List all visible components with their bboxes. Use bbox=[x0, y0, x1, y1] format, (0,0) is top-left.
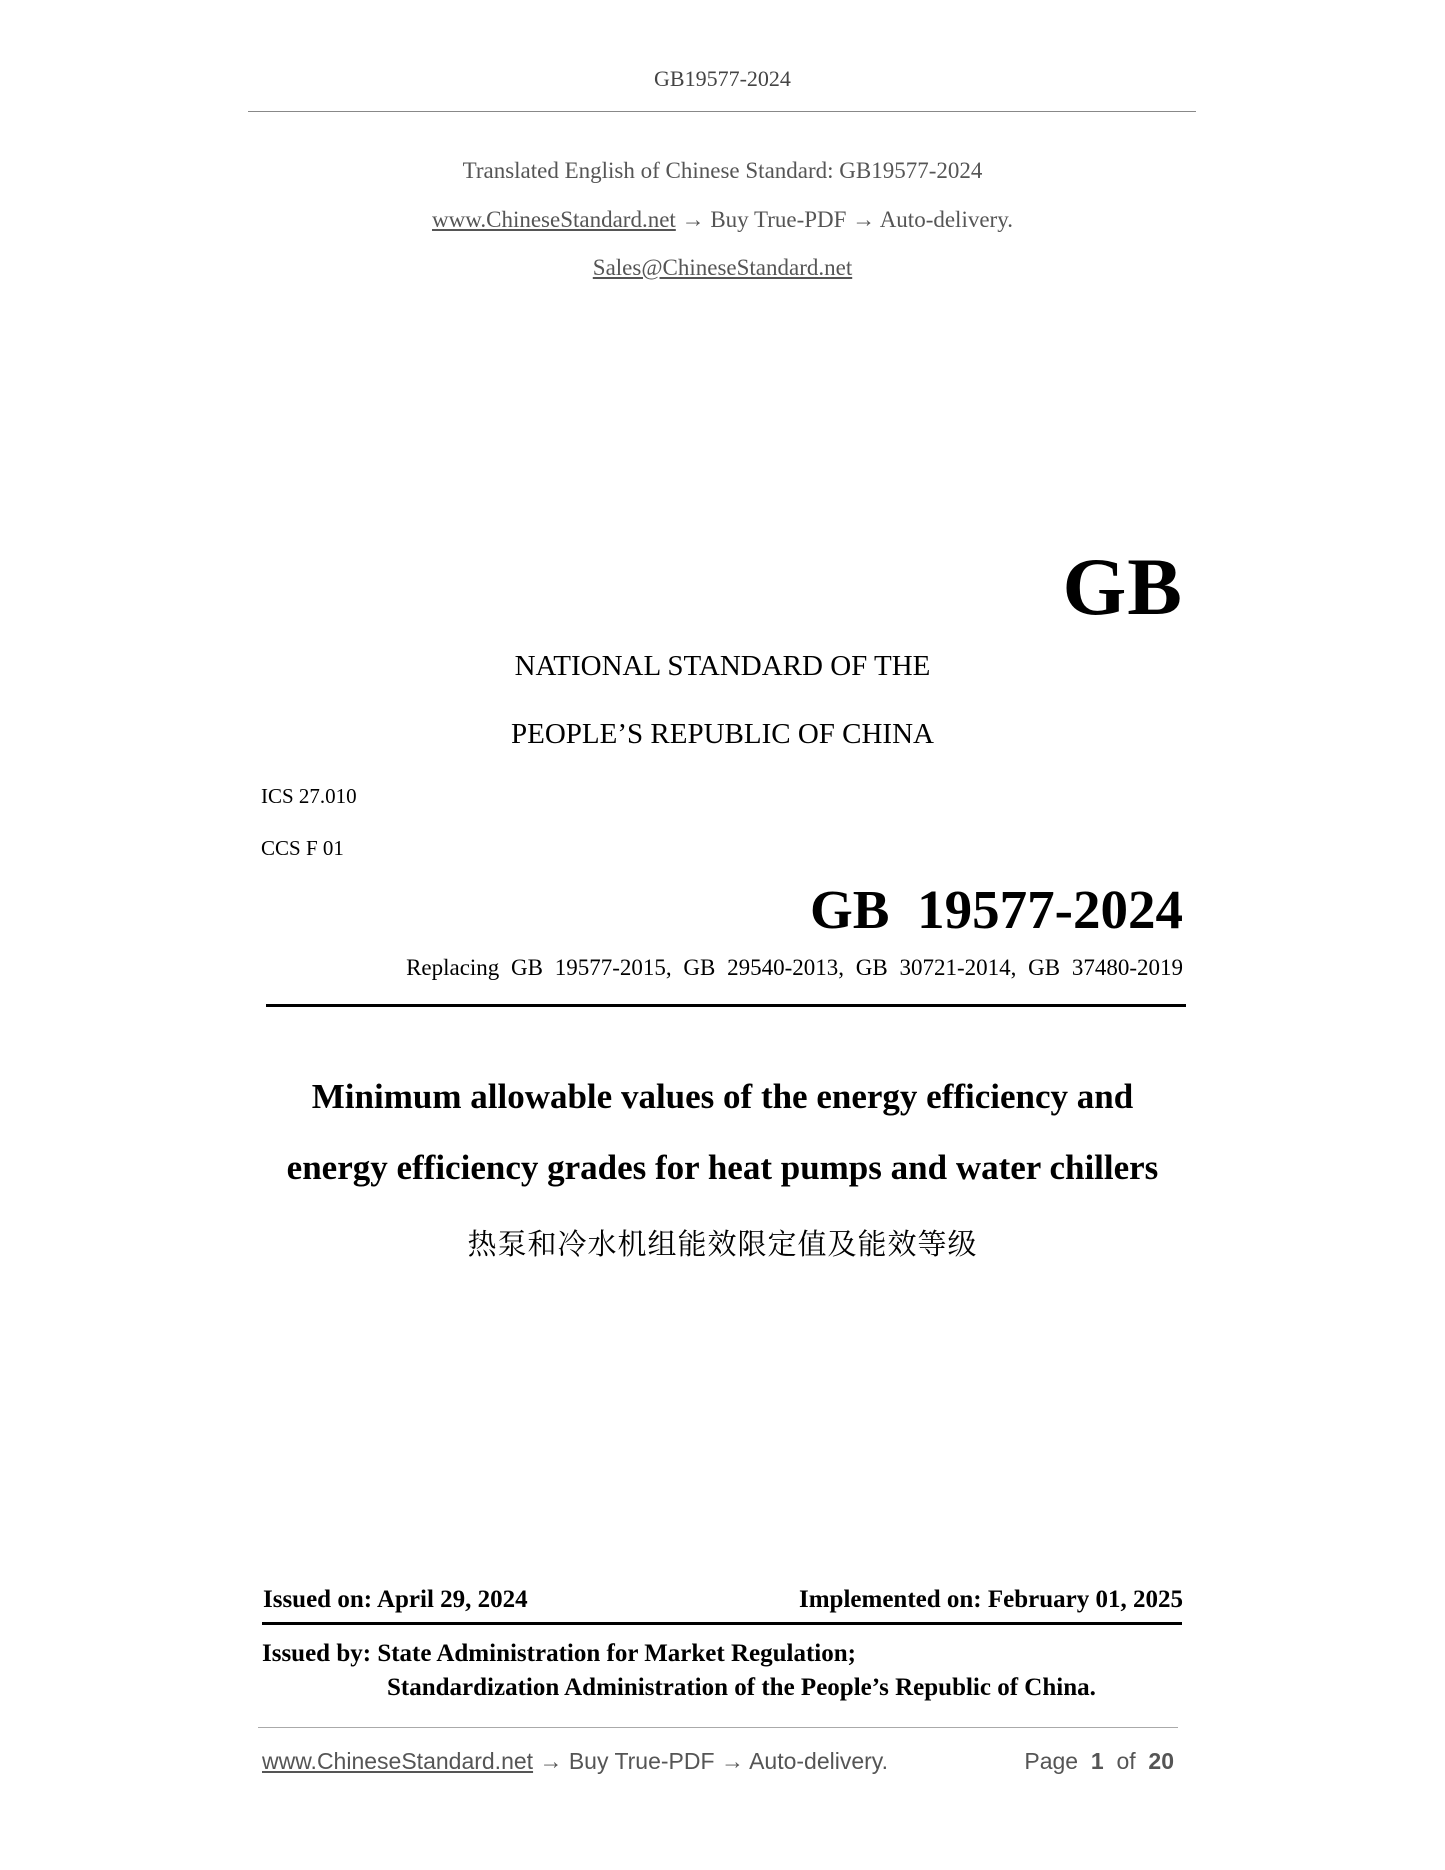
buy-text: Buy True-PDF bbox=[710, 207, 847, 232]
translated-notice: Translated English of Chinese Standard: GB19577-2024 bbox=[462, 158, 983, 183]
replacing-standards: Replacing GB 19577-2015, GB 29540-2013, GB 30721-2014, GB 37480-2019 bbox=[406, 955, 1183, 980]
national-standard-heading-2: PEOPLE’S REPUBLIC OF CHINA bbox=[511, 718, 934, 750]
issued-on-date: Issued on: April 29, 2024 bbox=[263, 1586, 528, 1613]
page-current: 1 bbox=[1090, 1748, 1104, 1774]
issued-by-line-1: Issued by: State Administration for Market Regulation; bbox=[262, 1640, 856, 1667]
site-link[interactable]: www.ChineseStandard.net bbox=[432, 207, 676, 232]
page-of: of bbox=[1116, 1748, 1136, 1774]
standard-number: GB 19577-2024 bbox=[809, 879, 1183, 940]
english-title-line-1: Minimum allowable values of the energy efficiency and bbox=[311, 1077, 1134, 1116]
arrow-icon: → bbox=[681, 207, 705, 232]
delivery-text: Auto-delivery. bbox=[879, 207, 1013, 232]
arrow-icon: → bbox=[720, 1748, 744, 1774]
dates-divider bbox=[262, 1622, 1182, 1625]
page-indicator bbox=[1024, 1748, 1174, 1775]
national-standard-heading: NATIONAL STANDARD OF THE bbox=[514, 650, 931, 682]
page-label: Page bbox=[1024, 1748, 1079, 1774]
page-total: 20 bbox=[1148, 1748, 1174, 1774]
promo-line bbox=[0, 207, 1445, 233]
footer-promo bbox=[262, 1748, 888, 1775]
footer-divider bbox=[258, 1727, 1178, 1728]
arrow-icon: → bbox=[852, 207, 876, 232]
footer-buy-text: Buy True-PDF bbox=[568, 1748, 715, 1774]
issued-by-line-2: Standardization Administration of the People’s Republic of China. bbox=[387, 1674, 1096, 1701]
gb-mark: GB bbox=[1062, 541, 1183, 632]
title-divider bbox=[266, 1004, 1186, 1007]
ccs-code: CCS F 01 bbox=[261, 836, 344, 860]
implemented-on-date: Implemented on: February 01, 2025 bbox=[799, 1586, 1183, 1613]
email-line bbox=[0, 255, 1445, 281]
ics-code: ICS 27.010 bbox=[261, 784, 357, 808]
running-header: GB19577-2024 bbox=[654, 66, 791, 91]
english-title-line-2: energy efficiency grades for heat pumps and water chillers bbox=[286, 1148, 1159, 1187]
header-divider bbox=[248, 111, 1196, 112]
chinese-title: 热泵和冷水机组能效限定值及能效等级 bbox=[467, 1227, 978, 1261]
email-link[interactable]: Sales@ChineseStandard.net bbox=[592, 255, 853, 280]
arrow-icon: → bbox=[539, 1748, 563, 1774]
footer-site-link[interactable]: www.ChineseStandard.net bbox=[262, 1748, 534, 1774]
footer-delivery-text: Auto-delivery. bbox=[749, 1748, 888, 1774]
